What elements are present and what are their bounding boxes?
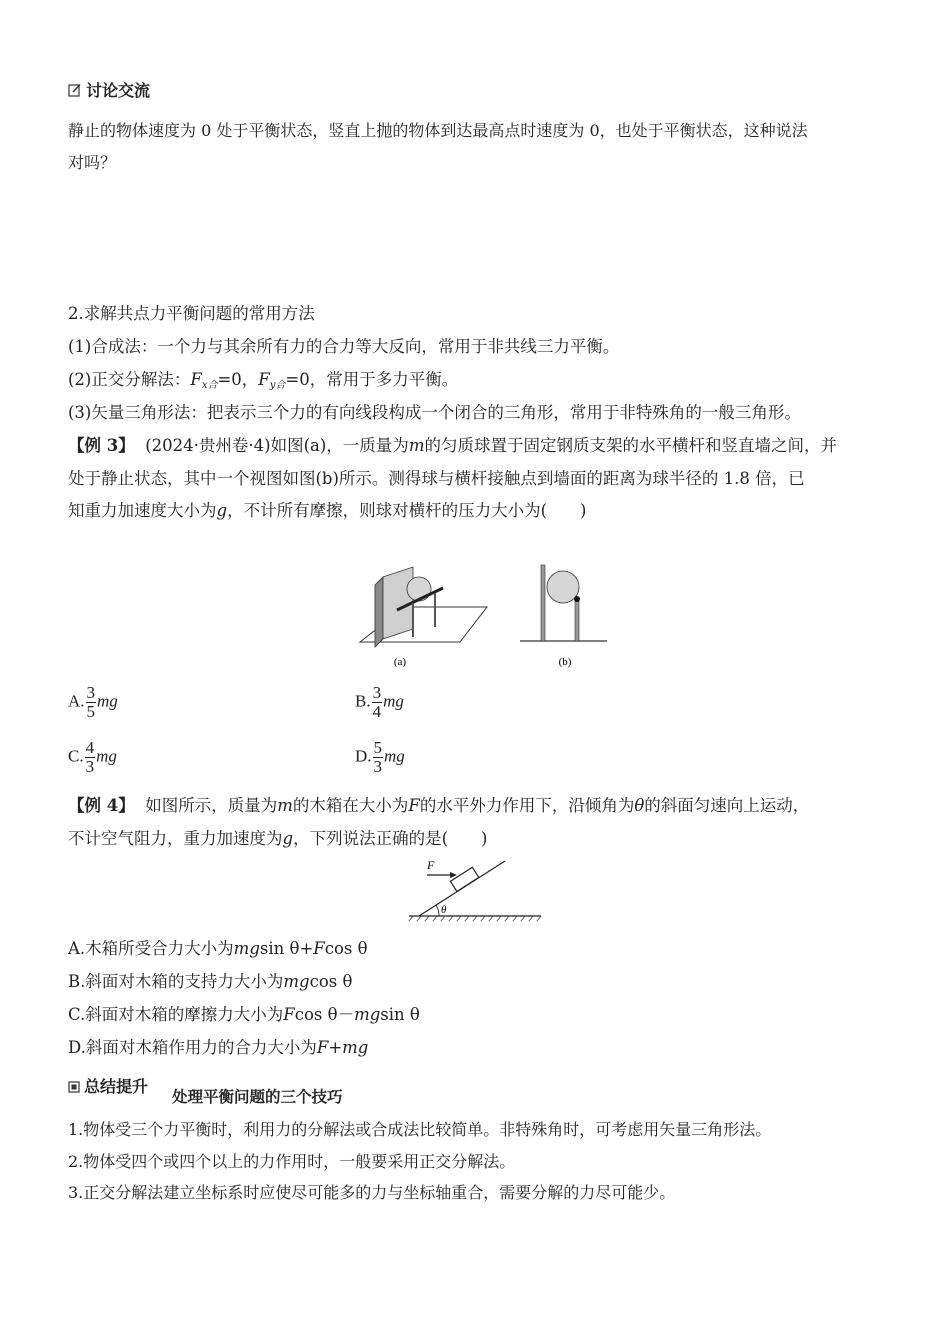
example3-option-c[interactable]: C. $\frac{4}{3}$ mg xyxy=(68,738,117,776)
summary-header xyxy=(68,1074,148,1097)
methods-heading: 2.求解共点力平衡问题的常用方法 xyxy=(68,304,315,323)
method-2: (2)正交分解法：$F_{x合}=0$，$F_{y合}=0$，常用于多力平衡。 xyxy=(68,370,459,391)
figure-b-post xyxy=(575,599,579,641)
discussion-header xyxy=(68,78,150,101)
example4-line2: 不计空气阻力，重力加速度为g，下列说法正确的是( ) xyxy=(68,829,488,848)
angle-arc xyxy=(436,905,439,916)
figure-a-label: (a) xyxy=(393,656,407,668)
force-label: F xyxy=(427,858,435,872)
example4-option-d[interactable]: D.斜面对木箱作用力的合力大小为F+mg xyxy=(68,1038,369,1057)
discussion-text-line2: 对吗？ xyxy=(68,153,117,172)
figure-a-ball xyxy=(407,577,431,601)
example4-figure xyxy=(405,853,545,923)
summary-subtitle: 处理平衡问题的三个技巧 xyxy=(172,1089,343,1106)
example3-tag: 【例 3】 xyxy=(68,436,135,455)
summary-title: 总结提升 xyxy=(84,1079,149,1096)
angle-label: θ xyxy=(441,904,447,916)
example3-figure xyxy=(355,555,615,673)
example4-tag: 【例 4】 xyxy=(68,796,135,815)
summary-item: 1.物体受三个力平衡时，利用力的分解法或合成法比较简单。非特殊角时，可考虑用矢量三角形法。 xyxy=(68,1120,772,1139)
figure-b-wall xyxy=(541,565,545,641)
example3-line3: 知重力加速度大小为g，不计所有摩擦，则球对横杆的压力大小为( ) xyxy=(68,501,587,520)
example3-option-a[interactable]: A. $\frac{3}{5}$ mg xyxy=(68,683,118,721)
example4-option-a[interactable]: A.木箱所受合力大小为mgsin θ+Fcos θ xyxy=(68,939,368,958)
figure-b-contact xyxy=(574,596,580,602)
example3-line2: 处于静止状态，其中一个视图如图(b)所示。测得球与横杆接触点到墙面的距离为球半径的 1.8 倍，已 xyxy=(68,469,805,488)
method-1: (1)合成法：一个力与其余所有力的合力等大反向，常用于非共线三力平衡。 xyxy=(68,337,620,356)
figure-b-label: (b) xyxy=(558,656,572,668)
method-3: (3)矢量三角形法：把表示三个力的有向线段构成一个闭合的三角形，常用于非特殊角的一般三角形。 xyxy=(68,403,801,422)
figure-a-wall xyxy=(375,577,383,647)
example4-option-b[interactable]: B.斜面对木箱的支持力大小为mgcos θ xyxy=(68,972,353,991)
summary-item: 2.物体受四个或四个以上的力作用时，一般要采用正交分解法。 xyxy=(68,1152,516,1171)
example3-option-b[interactable]: B. $\frac{3}{4}$ mg xyxy=(355,683,404,721)
discussion-title: 讨论交流 xyxy=(86,83,151,100)
incline-box xyxy=(450,867,478,891)
summary-box-icon xyxy=(68,1081,80,1093)
discussion-text-line1: 静止的物体速度为 0 处于平衡状态，竖直上抛的物体到达最高点时速度为 0，也处于平衡状态，这种说法 xyxy=(68,121,808,140)
example4-option-c[interactable]: C.斜面对木箱的摩擦力大小为Fcos θ－mgsin θ xyxy=(68,1005,420,1024)
example3-option-d[interactable]: D. $\frac{5}{3}$ mg xyxy=(355,738,405,776)
example3-line1: 【例 3】 (2024·贵州卷·4)如图(a)，一质量为m的匀质球置于固定钢质支架的水平横杆和竖直墙之间，并 xyxy=(68,436,837,455)
example4-line1: 【例 4】 如图所示，质量为m的木箱在大小为F的水平外力作用下，沿倾角为θ的斜面匀速向上运动， xyxy=(68,796,810,815)
edit-box-icon xyxy=(68,83,82,97)
summary-item: 3.正交分解法建立坐标系时应使尽可能多的力与坐标轴重合，需要分解的力尽可能少。 xyxy=(68,1183,676,1202)
